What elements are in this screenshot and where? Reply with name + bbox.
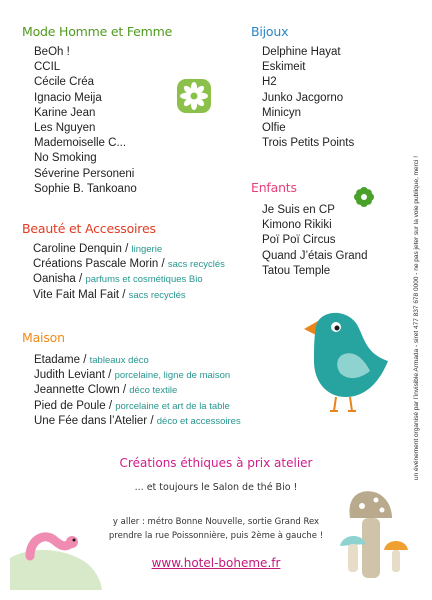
vendor-category: déco et accessoires bbox=[156, 415, 241, 427]
directions-line: prendre la rue Poissonnière, puis 2ème à gauche ! bbox=[108, 531, 324, 541]
vendor-name: Jeannette Clown bbox=[34, 384, 120, 397]
vendor-category: lingerie bbox=[131, 244, 163, 255]
vendor-category: porcelaine et art de la table bbox=[115, 400, 230, 412]
vendor-category: déco textile bbox=[129, 385, 178, 397]
list-item: Mademoiselle C... bbox=[34, 137, 127, 150]
list-mode bbox=[34, 45, 172, 197]
list-item: Les Nguyen bbox=[34, 122, 96, 135]
list-item: Jeannette Clown / déco textile bbox=[34, 384, 178, 397]
list-item: Olfie bbox=[262, 122, 286, 135]
vendor-name: Vite Fait Mal Fait bbox=[33, 288, 120, 301]
list-item: Eskimeit bbox=[262, 61, 306, 74]
list-item: Cécile Créa bbox=[34, 76, 95, 89]
flower-icon-small bbox=[353, 186, 375, 208]
section-enfants bbox=[251, 180, 367, 279]
list-item: BeOh ! bbox=[34, 46, 70, 58]
section-title-mode: Mode Homme et Femme bbox=[22, 24, 173, 39]
list-item: Oanisha / parfums et cosmétiques Bio bbox=[33, 273, 203, 286]
list-item: Delphine Hayat bbox=[262, 46, 341, 58]
vendor-name: Oanisha bbox=[33, 273, 76, 286]
list-item: Vite Fait Mal Fait / sacs recyclés bbox=[33, 288, 186, 301]
list-beaute bbox=[33, 242, 225, 303]
vendor-name: Créations Pascale Morin bbox=[33, 258, 159, 271]
side-note: un événement organisé par l’invisible Armada - siret 477 837 678 0000 - ne pas jeter sur la voie publique, merci ! bbox=[413, 155, 420, 480]
section-title-enfants: Enfants bbox=[251, 180, 297, 195]
vendor-category: sacs recyclés bbox=[167, 259, 225, 271]
list-item: Une Fée dans l’Atelier / déco et accessoires bbox=[34, 414, 241, 427]
list-item: Séverine Personeni bbox=[34, 167, 135, 180]
list-item: Pied de Poule / porcelaine et art de la table bbox=[34, 399, 230, 412]
vendor-name: Etadame bbox=[34, 354, 81, 366]
directions bbox=[0, 515, 432, 543]
list-maison bbox=[34, 353, 241, 429]
list-item: Tatou Temple bbox=[262, 264, 331, 277]
slogan: Créations éthiques à prix atelier bbox=[119, 456, 313, 470]
list-item: Je Suis en CP bbox=[262, 204, 335, 216]
section-bijoux bbox=[251, 24, 354, 151]
vendor-name: Caroline Denquin bbox=[33, 243, 122, 255]
vendor-category: porcelaine, ligne de maison bbox=[114, 370, 231, 382]
list-item: Sophie B. Tankoano bbox=[34, 182, 137, 195]
list-item: H2 bbox=[262, 76, 277, 89]
bird-illustration bbox=[300, 307, 396, 419]
vendor-category: tableaux déco bbox=[89, 355, 149, 366]
list-item: CCIL bbox=[34, 61, 61, 74]
vendor-name: Une Fée dans l’Atelier bbox=[34, 414, 148, 427]
list-item: Karine Jean bbox=[34, 106, 96, 119]
list-item: Kimono Rikiki bbox=[262, 219, 332, 232]
list-enfants bbox=[262, 203, 367, 279]
list-item: Judith Leviant / porcelaine, ligne de maison bbox=[34, 369, 231, 382]
list-item: Minicyn bbox=[262, 106, 301, 119]
tagline: ... et toujours le Salon de thé Bio ! bbox=[134, 482, 298, 493]
section-title-maison: Maison bbox=[22, 330, 65, 345]
website-link[interactable]: www.hotel-boheme.fr bbox=[151, 556, 281, 570]
vendor-name: Judith Leviant bbox=[34, 369, 105, 382]
list-bijoux bbox=[262, 45, 354, 151]
section-title-bijoux: Bijoux bbox=[251, 24, 289, 39]
list-item: Trois Petits Points bbox=[262, 137, 355, 150]
section-title-beaute: Beauté et Accessoires bbox=[22, 221, 156, 236]
section-maison bbox=[22, 330, 241, 429]
list-item: No Smoking bbox=[34, 152, 97, 165]
vendor-name: Pied de Poule bbox=[34, 399, 106, 412]
list-item: Junko Jacgorno bbox=[262, 91, 344, 104]
flower-icon bbox=[176, 78, 212, 114]
list-item: Poï Poï Circus bbox=[262, 234, 336, 247]
vendor-category: parfums et cosmétiques Bio bbox=[85, 274, 203, 286]
list-item: Ignacio Meija bbox=[34, 91, 102, 104]
section-mode bbox=[22, 24, 172, 197]
directions-line: y aller : métro Bonne Nouvelle, sortie Grand Rex bbox=[112, 517, 320, 527]
list-item: Caroline Denquin / lingerie bbox=[33, 243, 163, 255]
list-item: Créations Pascale Morin / sacs recyclés bbox=[33, 258, 225, 271]
section-beaute bbox=[22, 221, 225, 303]
list-item: Quand J’étais Grand bbox=[262, 249, 368, 262]
vendor-category: sacs recyclés bbox=[128, 289, 186, 301]
list-item: Etadame / tableaux déco bbox=[34, 354, 149, 366]
